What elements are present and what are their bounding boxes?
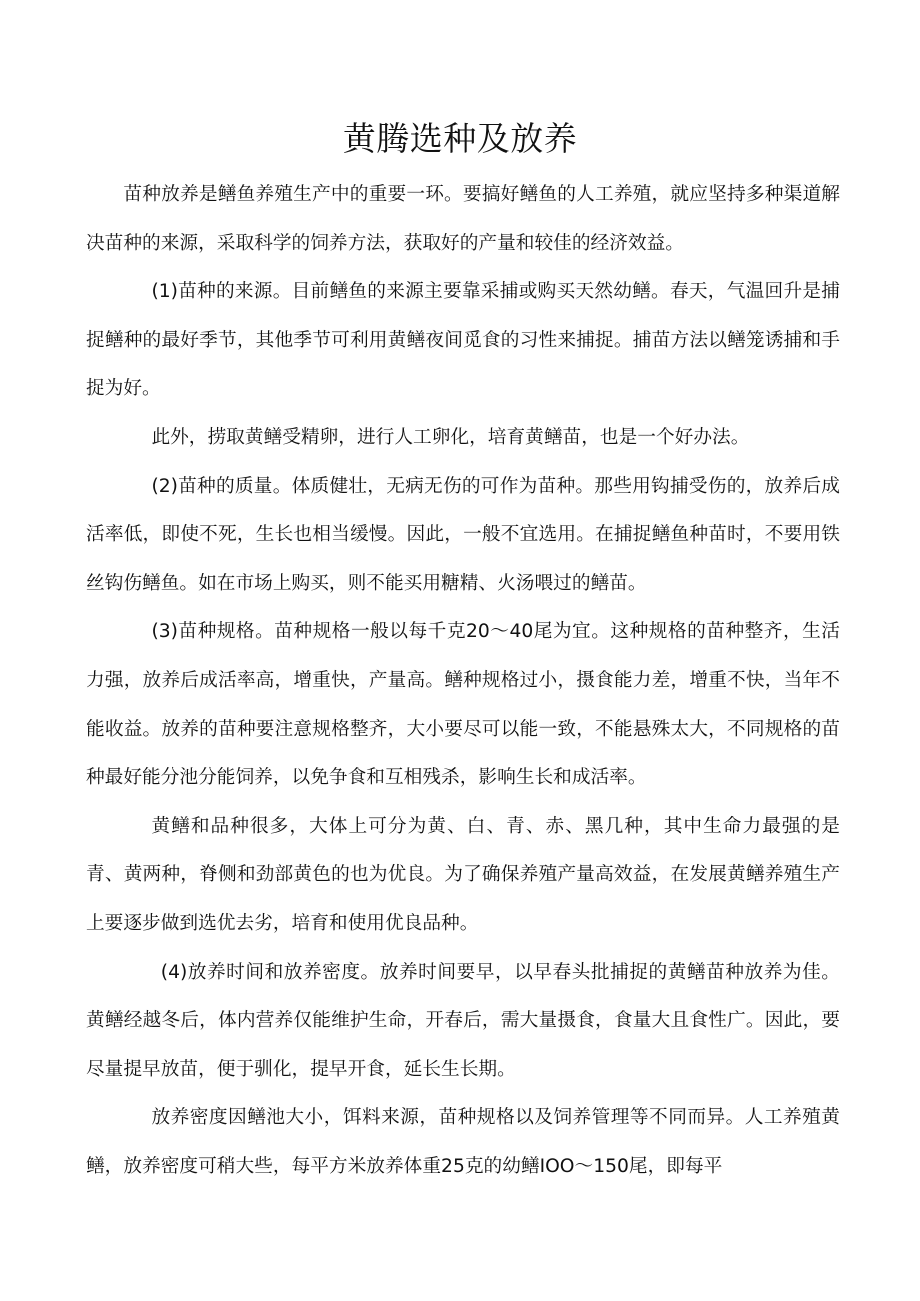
paragraph-stocking-time: (4)放养时间和放养密度。放养时间要早，以早春头批捕捉的黄鳝苗种放养为佳。黄鳝经越冬后，体内营养仅能维护生命，开春后，需大量摄食，食量大且食性广。因此，要尽量提早放苗，便于驯化，提早开食，延长生长期。 (86, 961, 840, 1080)
paragraph-seed-size: (3)苗种规格。苗种规格一般以每千克20～40尾为宜。这种规格的苗种整齐，生活力强，放养后成活率高，增重快，产量高。鳝种规格过小，摄食能力差，增重不快，当年不能收益。放养的苗种要注意规格整齐，大小要尽可以能一致，不能悬殊太大，不同规格的苗种最好能分池分能饲养，以免争食和互相残杀，影响生长和成活率。 (86, 621, 840, 789)
document-body (86, 171, 840, 1191)
paragraph-egg-hatching: 此外，捞取黄鳝受精卵，进行人工卵化，培育黄鳝苗，也是一个好办法。 (151, 426, 750, 448)
document-title: 黄腾选种及放养 (342, 119, 578, 158)
paragraph-intro: 苗种放养是鳝鱼养殖生产中的重要一环。要搞好鳝鱼的人工养殖，就应坚持多种渠道解决苗种的来源，采取科学的饲养方法，获取好的产量和较佳的经济效益。 (86, 184, 840, 254)
paragraph-seed-quality: (2)苗种的质量。体质健壮，无病无伤的可作为苗种。那些用钩捕受伤的，放养后成活率低，即使不死，生长也相当缓慢。因此，一般不宜选用。在捕捉鳝鱼种苗时，不要用铁丝钩伤鳝鱼。如在市场上购买，则不能买用糖精、火汤喂过的鳝苗。 (86, 475, 840, 594)
paragraph-varieties: 黄鳝和品种很多，大体上可分为黄、白、青、赤、黑几种，其中生命力最强的是青、黄两种，脊侧和劲部黄色的也为优良。为了确保养殖产量高效益，在发展黄鳝养殖生产上要逐步做到选优去劣，培育和使用优良品种。 (86, 815, 840, 934)
paragraph-stocking-density: 放养密度因鳝池大小，饵料来源，苗种规格以及饲养管理等不同而异。人工养殖黄鳝，放养密度可稍大些，每平方米放养体重25克的幼鳝IOO～150尾，即每平 (86, 1107, 840, 1177)
paragraph-seed-source: (1)苗种的来源。目前鳝鱼的来源主要靠采捕或购买天然幼鳝。春天，气温回升是捕捉鳝种的最好季节，其他季节可利用黄鳝夜间觅食的习性来捕捉。捕苗方法以鳝笼诱捕和手捉为好。 (86, 281, 840, 400)
